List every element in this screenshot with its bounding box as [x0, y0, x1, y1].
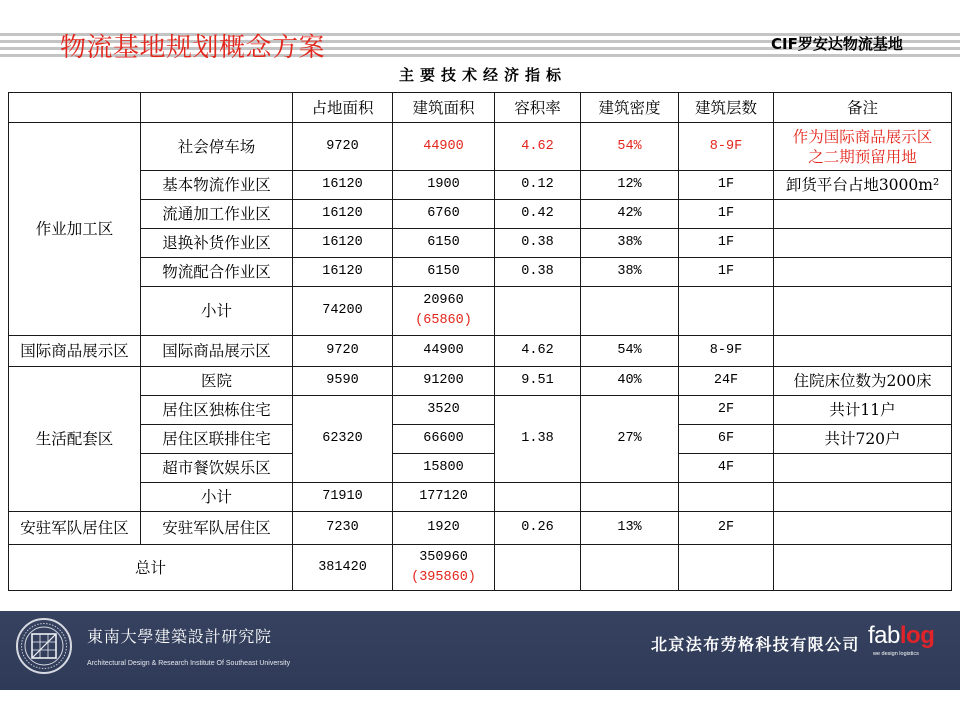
note-line: 之二期预留用地	[808, 147, 917, 166]
floor-area-alt-value: (395860)	[411, 569, 476, 585]
logo-part-log: log	[899, 622, 935, 649]
cell-land-area-shared: 62320	[293, 396, 393, 483]
empty-cell	[774, 258, 952, 287]
cell-storeys: 1F	[679, 200, 774, 229]
cell-note: 卸货平台占地3000m²	[774, 171, 952, 200]
cell-density-shared: 27%	[581, 396, 679, 483]
empty-cell	[774, 545, 952, 591]
cell-item: 安驻军队居住区	[141, 512, 293, 545]
group-name: 国际商品展示区	[9, 336, 141, 367]
header-cell-storeys: 建筑层数	[679, 93, 774, 123]
cell-floor-area	[393, 545, 495, 591]
institute-name-cn: 東南大學建築設計研究院	[87, 627, 272, 646]
empty-cell	[774, 454, 952, 483]
subtotal-row	[9, 287, 952, 336]
table-row	[9, 454, 952, 483]
cell-floor-area: 44900	[393, 336, 495, 367]
table-row	[9, 200, 952, 229]
empty-cell	[774, 229, 952, 258]
cell-density: 42%	[581, 200, 679, 229]
kpi-table	[8, 92, 952, 591]
header-cell-density: 建筑密度	[581, 93, 679, 123]
cell-land-area: 7230	[293, 512, 393, 545]
cell-item: 物流配合作业区	[141, 258, 293, 287]
table-row	[9, 171, 952, 200]
table-row	[9, 396, 952, 425]
cell-plot-ratio: 4.62	[495, 123, 581, 171]
table-header-row	[9, 93, 952, 123]
cell-land-area: 9590	[293, 367, 393, 396]
group-name: 作业加工区	[9, 123, 141, 336]
group-name: 生活配套区	[9, 367, 141, 512]
empty-cell	[581, 483, 679, 512]
note-line: 作为国际商品展示区	[792, 127, 933, 146]
kpi-table-body	[9, 93, 952, 591]
cell-item: 流通加工作业区	[141, 200, 293, 229]
subtotal-label: 小计	[141, 483, 293, 512]
cell-density: 38%	[581, 229, 679, 258]
total-row	[9, 545, 952, 591]
cell-land-area: 71910	[293, 483, 393, 512]
cell-storeys: 1F	[679, 229, 774, 258]
cell-floor-area	[393, 287, 495, 336]
cell-land-area: 16120	[293, 258, 393, 287]
cell-storeys: 24F	[679, 367, 774, 396]
cell-storeys: 6F	[679, 425, 774, 454]
cell-density: 13%	[581, 512, 679, 545]
cell-land-area: 9720	[293, 336, 393, 367]
project-brand: CIF罗安达物流基地	[771, 35, 903, 53]
cell-floor-area: 6150	[393, 258, 495, 287]
footer-band	[0, 611, 960, 690]
cell-density: 40%	[581, 367, 679, 396]
empty-cell	[774, 483, 952, 512]
university-seal-icon	[14, 615, 74, 677]
cell-plot-ratio: 4.62	[495, 336, 581, 367]
cell-land-area: 74200	[293, 287, 393, 336]
cell-density: 12%	[581, 171, 679, 200]
cell-item: 国际商品展示区	[141, 336, 293, 367]
fablog-logo	[868, 622, 934, 650]
cell-note: 共计11户	[774, 396, 952, 425]
cell-storeys: 2F	[679, 512, 774, 545]
empty-cell	[679, 287, 774, 336]
cell-storeys: 8-9F	[679, 123, 774, 171]
empty-cell	[495, 287, 581, 336]
institute-name-en: Architectural Design & Research Institute Of Southeast University	[87, 660, 291, 667]
slide-title: 物流基地规划概念方案	[60, 33, 326, 63]
cell-item: 居住区联排住宅	[141, 425, 293, 454]
empty-cell	[581, 287, 679, 336]
cell-floor-area: 66600	[393, 425, 495, 454]
table-row	[9, 512, 952, 545]
cell-floor-area: 1920	[393, 512, 495, 545]
cell-item: 退换补货作业区	[141, 229, 293, 258]
table-row	[9, 336, 952, 367]
cell-floor-area: 177120	[393, 483, 495, 512]
cell-floor-area: 1900	[393, 171, 495, 200]
floor-area-value: 20960	[423, 293, 464, 308]
group-name: 安驻军队居住区	[9, 512, 141, 545]
empty-cell	[679, 483, 774, 512]
cell-item: 超市餐饮娱乐区	[141, 454, 293, 483]
cell-note	[774, 123, 952, 171]
cell-plot-ratio: 0.26	[495, 512, 581, 545]
cell-storeys: 8-9F	[679, 336, 774, 367]
cell-storeys: 1F	[679, 258, 774, 287]
cell-density: 38%	[581, 258, 679, 287]
logo-part-fab: fab	[868, 622, 900, 649]
logo-tagline: we design logistics	[873, 651, 919, 657]
table-row	[9, 229, 952, 258]
header-cell-note: 备注	[774, 93, 952, 123]
header-cell-category	[9, 93, 141, 123]
cell-land-area: 16120	[293, 171, 393, 200]
cell-note: 住院床位数为200床	[774, 367, 952, 396]
cell-item: 医院	[141, 367, 293, 396]
cell-plot-ratio: 9.51	[495, 367, 581, 396]
table-row	[9, 425, 952, 454]
cell-plot-ratio: 0.38	[495, 229, 581, 258]
cell-plot-ratio: 0.42	[495, 200, 581, 229]
cell-density: 54%	[581, 336, 679, 367]
subtotal-row	[9, 483, 952, 512]
empty-cell	[774, 336, 952, 367]
header-cell-land-area: 占地面积	[293, 93, 393, 123]
cell-plot-ratio: 0.12	[495, 171, 581, 200]
cell-item: 基本物流作业区	[141, 171, 293, 200]
cell-item: 社会停车场	[141, 123, 293, 171]
cell-storeys: 1F	[679, 171, 774, 200]
cell-density: 54%	[581, 123, 679, 171]
subtotal-label: 小计	[141, 287, 293, 336]
company-name: 北京法布劳格科技有限公司	[651, 635, 860, 654]
cell-land-area: 16120	[293, 229, 393, 258]
table-row	[9, 123, 952, 171]
cell-plot-ratio-shared: 1.38	[495, 396, 581, 483]
empty-cell	[774, 512, 952, 545]
cell-floor-area: 15800	[393, 454, 495, 483]
floor-area-value: 350960	[419, 549, 468, 565]
empty-cell	[774, 200, 952, 229]
header-cell-floor-area: 建筑面积	[393, 93, 495, 123]
total-label: 总计	[9, 545, 293, 591]
cell-plot-ratio: 0.38	[495, 258, 581, 287]
empty-cell	[495, 545, 581, 591]
cell-floor-area: 6150	[393, 229, 495, 258]
cell-storeys: 4F	[679, 454, 774, 483]
floor-area-alt-value: (65860)	[415, 313, 472, 328]
cell-storeys: 2F	[679, 396, 774, 425]
table-caption: 主要技术经济指标	[398, 66, 567, 84]
table-row	[9, 258, 952, 287]
cell-land-area: 9720	[293, 123, 393, 171]
cell-floor-area: 44900	[393, 123, 495, 171]
empty-cell	[774, 287, 952, 336]
empty-cell	[679, 545, 774, 591]
cell-floor-area: 6760	[393, 200, 495, 229]
cell-note: 共计720户	[774, 425, 952, 454]
cell-land-area: 16120	[293, 200, 393, 229]
header-cell-item	[141, 93, 293, 123]
cell-floor-area: 91200	[393, 367, 495, 396]
cell-land-area: 381420	[293, 545, 393, 591]
empty-cell	[581, 545, 679, 591]
table-row	[9, 367, 952, 396]
empty-cell	[495, 483, 581, 512]
cell-item: 居住区独栋住宅	[141, 396, 293, 425]
cell-floor-area: 3520	[393, 396, 495, 425]
header-cell-plot-ratio: 容积率	[495, 93, 581, 123]
